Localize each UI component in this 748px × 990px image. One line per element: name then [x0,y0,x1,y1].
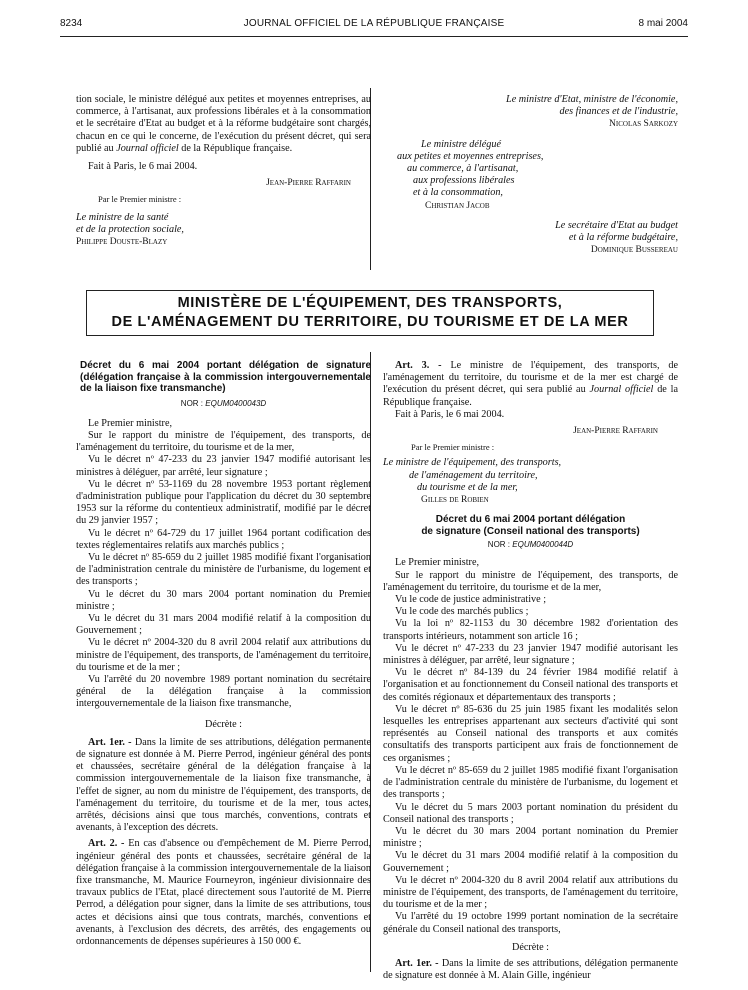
ministry-heading-line: DE L'AMÉNAGEMENT DU TERRITOIRE, DU TOURISME ET DE LA MER [111,314,629,330]
ministry-heading-line: MINISTÈRE DE L'ÉQUIPEMENT, DES TRANSPORTS, [177,295,563,311]
minister-line: aux petites et moyennes entreprises, [397,150,544,162]
minister-line: et à la réforme budgétaire, [568,232,678,244]
visa-line: Vu le décret nº 85-636 du 25 juin 1985 fixant les modalités selon lesquelles les entreprises appartenant aux secteurs d'activité qui sont représentés au Conseil national des transports et aux comités consultatifs des transports participent aux frais de fonctionnement de ces organismes ; [383,703,678,764]
decree-intro: Le Premier ministre, [88,417,173,429]
running-head [60,18,688,32]
nor-reference: NOR : EQUM0400044D [487,540,574,550]
visa-line: Vu le décret du 31 mars 2004 modifié relatif à la composition du Gouvernement ; [76,612,371,637]
article-1: Art. 1er. - Dans la limite de ses attributions, délégation permanente de signature est donnée à M. Pierre Perrod, ingénieur général des ponts et chaussées, secrétaire général de la délégation française à la commission intergouvernementale de la liaison fixe transmanche, à l'effet de signer, au nom du ministre de l'équipement, des transports, de l'aménagement du territoire, du tourisme et de la mer, tous actes, arrêtés, décisions ainsi que tous marchés, conventions, contrats et avenants, à l'exception des décrets. [76,736,371,834]
header-rule [60,36,688,37]
minister-line: Le ministre de l'équipement, des transports, [383,457,562,469]
visa-line: Vu le décret du 5 mars 2003 portant nomination du président du Conseil national des transports ; [383,801,678,825]
top-left-column [76,94,371,248]
visa-line: Sur le rapport du ministre de l'équipement, des transports, de l'aménagement du territoire, du tourisme et de la mer, [76,429,371,454]
visa-line: Vu le décret nº 47-233 du 23 janvier 1947 modifié autorisant les ministres à déléguer, par arrêté, leur signature ; [76,454,371,478]
decrete-heading: Décrète : [511,941,550,953]
ministry-heading-box [86,290,654,336]
closing-paragraph: tion sociale, le ministre délégué aux petites et moyennes entreprises, au commerce, à l'artisanat, aux professions libérales et à la consommation et le secrétaire d'Etat au budget et à la réforme budgétaire sont chargés, chacun en ce qui le concerne, de l'exécution du présent décret, qui sera publié au Journal officiel de la République française. [76,94,371,154]
article-2: Art. 2. - En cas d'absence ou d'empêchement de M. Pierre Perrod, ingénieur général des ponts et chaussées, secrétaire général de la délégation française à la commission intergouvernementale de la liaison fixe transmanche, M. Maurice Fourneyron, ingénieur divisionnaire des travaux publics de l'Etat, placé directement sous l'autorité de M. Pierre Perrod, a délégation pour signer, dans la limite de ses attributions, tous actes et décisions ainsi que tous contrats, marchés, conventions et avenants, à l'exclusion des décrets, des arrêtés, des engagements ou ordonnancements de dépenses supérieures à 150 000 €. [76,838,371,948]
decrete-heading: Décrète : [204,718,243,730]
visa-line: Vu le décret nº 2004-320 du 8 avril 2004 relatif aux attributions du ministre de l'équipement, des transports, de l'aménagement du territoire, du tourisme et de la mer ; [76,637,371,673]
visa-line: Vu le code des marchés publics ; [395,606,529,618]
page-number: 8234 [60,18,83,29]
minister-line: et de la protection sociale, [76,223,184,235]
article-1: Art. 1er. - Dans la limite de ses attributions, délégation permanente de signature est donnée à M. Alain Gille, ingénieur [383,957,678,982]
minister-line: de l'aménagement du territoire, [409,469,538,481]
minister-name: Nicolas Sarkozy [609,119,678,130]
visa-line: Vu le décret du 31 mars 2004 modifié relatif à la composition du Gouvernement ; [383,850,678,874]
article-3: Art. 3. - Le ministre de l'équipement, des transports, de l'aménagement du territoire, du tourisme et de la mer est chargé de l'exécution du présent décret, qui sera publié au Journal officiel de la République française. [383,360,679,408]
decree-2-column [383,360,678,982]
minister-line: Le ministre d'Etat, ministre de l'économie, [506,94,678,105]
minister-line: du tourisme et de la mer, [417,481,518,493]
done-at: Fait à Paris, le 6 mai 2004. [395,408,505,420]
decree-1-column [76,360,371,948]
visa-line: Vu le décret nº 64-729 du 17 juillet 1964 portant codification des textes réglementaires relatifs aux marchés publics ; [76,527,371,551]
minister-line: des finances et de l'industrie, [559,106,678,118]
minister-name: Dominique Bussereau [590,245,678,256]
visa-line: Vu le décret nº 53-1169 du 28 novembre 1953 portant règlement d'administration publique pour l'application du décret du 30 septembre 1953 sur la réforme du contentieux administratif, modifié par le décret du 29 janvier 1957 ; [76,478,371,527]
done-at: Fait à Paris, le 6 mai 2004. [88,161,198,173]
signatory: Jean-Pierre Raffarin [266,178,351,189]
visa-line: Vu le décret nº 2004-320 du 8 avril 2004 relatif aux attributions du ministre de l'équipement, des transports, de l'aménagement du territoire, du tourisme et de la mer ; [383,874,678,911]
visa-line: Vu le décret nº 47-233 du 23 janvier 1947 modifié autorisant les ministres à déléguer, par arrêté, leur signature ; [383,642,678,667]
by-prime-minister: Par le Premier ministre : [411,442,495,453]
decree-title: Décret du 6 mai 2004 portant délégation [435,514,626,526]
minister-line: aux professions libérales [413,175,515,187]
minister-line: au commerce, à l'artisanat, [407,163,519,175]
visa-line: Vu le décret du 30 mars 2004 portant nomination du Premier ministre ; [76,588,371,612]
decree-intro: Le Premier ministre, [395,557,480,569]
visa-line: Vu l'arrêté du 20 novembre 1989 portant nomination du secrétaire général de la délégation française à la commission intergouvernementale de la liaison fixe transmanche, [76,673,371,710]
journal-title: JOURNAL OFFICIEL DE LA RÉPUBLIQUE FRANÇAISE [243,18,505,29]
minister-name: Philippe Douste-Blazy [76,237,168,248]
visa-line: Vu l'arrêté du 19 octobre 1999 portant nomination de la secrétaire générale du Conseil national des transports, [383,911,678,935]
minister-name: Christian Jacob [425,200,490,211]
visa-line: Vu le décret nº 85-659 du 2 juillet 1985 modifié fixant l'organisation de l'administration centrale du ministère de l'urbanisme, du logement et des transports ; [383,764,678,801]
nor-reference: NOR : EQUM0400043D [180,398,267,408]
decree-title: de signature (Conseil national des transports) [421,525,640,537]
minister-line: et à la consommation, [413,187,503,199]
issue-date: 8 mai 2004 [638,18,688,29]
minister-name: Gilles de Robien [421,495,489,506]
top-right-column [383,94,678,256]
minister-line: Le ministre de la santé [76,211,169,223]
visa-line: Sur le rapport du ministre de l'équipement, des transports, de l'aménagement du territoire, du tourisme et de la mer, [383,569,678,593]
minister-line: Le secrétaire d'Etat au budget [555,219,678,231]
visa-line: Vu le décret nº 85-659 du 2 juillet 1985 modifié fixant l'organisation de l'administration centrale du ministère de l'urbanisme, du logement et des transports ; [76,551,371,588]
decree-title: Décret du 6 mai 2004 portant délégation de signature (délégation française à la commission intergouvernementale de la liaison fixe transmanche) [80,360,371,394]
visa-line: Vu le décret du 30 mars 2004 portant nomination du Premier ministre ; [383,825,678,850]
by-prime-minister: Par le Premier ministre : [98,194,182,205]
visa-line: Vu le décret nº 84-139 du 24 février 1984 modifié relatif à l'organisation et au fonctionnement du Conseil national des transports et des comités régionaux et départementaux des transports ; [383,667,678,703]
minister-line: Le ministre délégué [421,138,501,150]
visa-line: Vu le code de justice administrative ; [395,594,547,606]
signatory: Jean-Pierre Raffarin [573,426,658,437]
visa-line: Vu la loi nº 82-1153 du 30 décembre 1982 d'orientation des transports intérieurs, notamment son article 16 ; [383,618,678,642]
